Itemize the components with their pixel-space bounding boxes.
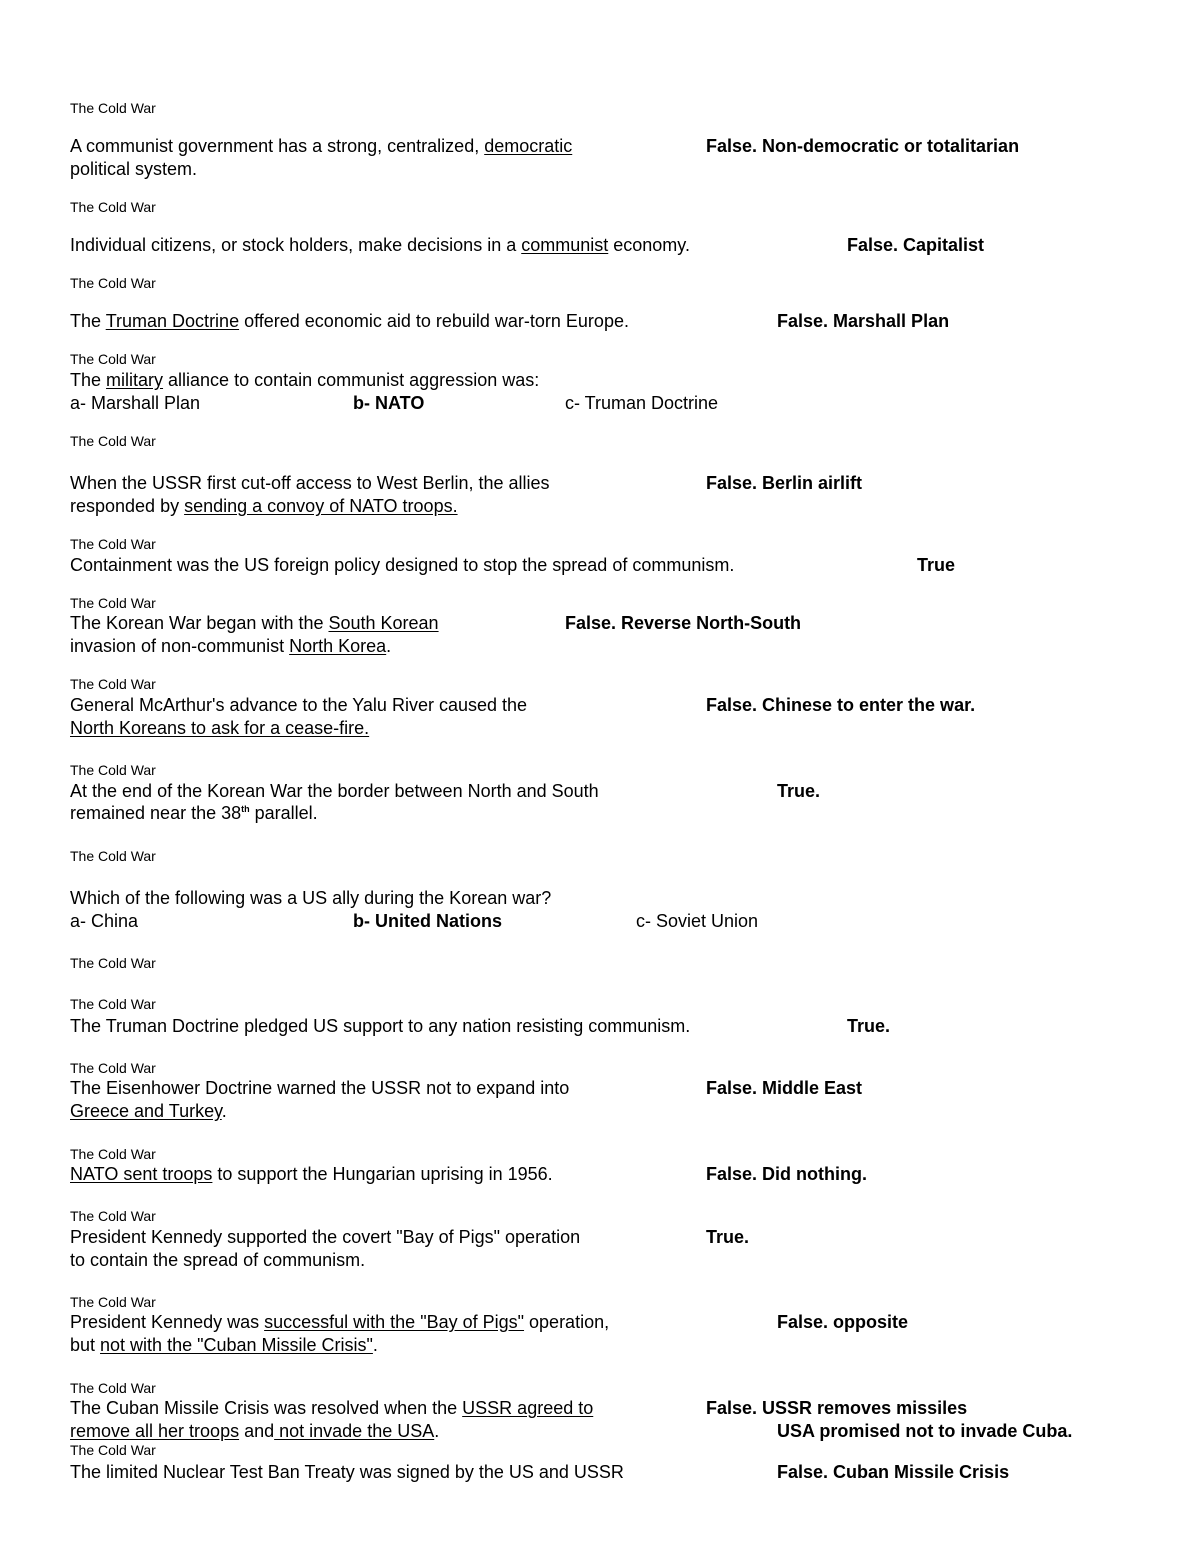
underlined-term: successful with the "Bay of Pigs" (264, 1312, 525, 1332)
question-line (70, 369, 539, 391)
question-line (70, 1163, 553, 1185)
question-text: invasion of non-communist (70, 636, 290, 656)
underlined-term: Truman Doctrine (105, 311, 240, 331)
question-text: The (70, 311, 106, 331)
underlined-term: not invade the USA (274, 1421, 435, 1441)
question-line: political system. (70, 159, 198, 179)
section-header: The Cold War (70, 536, 156, 552)
underlined-term: military (106, 370, 164, 390)
question-line (70, 717, 369, 739)
option-b-correct: b- United Nations (353, 911, 502, 931)
answer-text: False. Marshall Plan (777, 311, 950, 331)
underlined-term: sending a convoy of NATO troops. (184, 496, 458, 516)
answer-text: False. Cuban Missile Crisis (777, 1462, 1010, 1482)
section-header: The Cold War (70, 199, 156, 215)
question-line (70, 635, 391, 657)
underlined-term: North Koreans to ask for a cease-fire. (70, 718, 370, 738)
answer-text: False. Berlin airlift (706, 473, 863, 493)
answer-text: False. opposite (777, 1312, 909, 1332)
option-a: a- China (70, 911, 139, 931)
question-text: parallel. (249, 803, 318, 823)
question-line: Containment was the US foreign policy designed to stop the spread of communism. (70, 555, 735, 575)
section-header: The Cold War (70, 1442, 156, 1458)
answer-text: True. (706, 1227, 750, 1247)
question-line (70, 310, 629, 332)
question-line: Which of the following was a US ally during the Korean war? (70, 888, 552, 908)
question-line: General McArthur's advance to the Yalu River caused the (70, 695, 528, 715)
section-header: The Cold War (70, 351, 156, 367)
question-line: The Eisenhower Doctrine warned the USSR not to expand into (70, 1078, 570, 1098)
section-header: The Cold War (70, 996, 156, 1012)
question-line: At the end of the Korean War the border between North and South (70, 781, 599, 801)
question-line (70, 612, 439, 634)
question-text: The (70, 370, 107, 390)
question-line: The Truman Doctrine pledged US support to any nation resisting communism. (70, 1016, 691, 1036)
section-header: The Cold War (70, 1060, 156, 1076)
answer-text: False. USSR removes missiles (706, 1398, 968, 1418)
section-header: The Cold War (70, 955, 156, 971)
question-line (70, 1420, 439, 1442)
question-text: offered economic aid to rebuild war-torn Europe. (239, 311, 629, 331)
question-text: The Korean War began with the (70, 613, 329, 633)
question-line (70, 802, 318, 824)
section-header: The Cold War (70, 762, 156, 778)
section-header: The Cold War (70, 848, 156, 864)
answer-text: False. Middle East (706, 1078, 863, 1098)
answer-text: True. (847, 1016, 891, 1036)
option-c: c- Soviet Union (636, 911, 759, 931)
option-c: c- Truman Doctrine (565, 393, 719, 413)
answer-text: False. Capitalist (847, 235, 985, 255)
section-header: The Cold War (70, 595, 156, 611)
section-header: The Cold War (70, 275, 156, 291)
answer-text: False. Reverse North-South (565, 613, 802, 633)
option-b-correct: b- NATO (353, 393, 425, 413)
question-line (70, 234, 690, 256)
section-header: The Cold War (70, 1294, 156, 1310)
question-text: remained near the 38 (70, 803, 242, 823)
question-line (70, 1334, 378, 1356)
section-header: The Cold War (70, 676, 156, 692)
answer-text: False. Non-democratic or totalitarian (706, 136, 1020, 156)
question-text: President Kennedy was (70, 1312, 265, 1332)
answer-text-continued: USA promised not to invade Cuba. (777, 1421, 1073, 1441)
answer-text: True. (777, 781, 821, 801)
question-line: to contain the spread of communism. (70, 1250, 366, 1270)
question-text: operation, (524, 1312, 610, 1332)
section-header: The Cold War (70, 1146, 156, 1162)
question-text: responded by (70, 496, 185, 516)
answer-text: False. Did nothing. (706, 1164, 867, 1184)
section-header: The Cold War (70, 433, 156, 449)
question-line (70, 1100, 227, 1122)
underlined-term: Greece and Turkey (70, 1101, 222, 1121)
question-text: The Cuban Missile Crisis was resolved when the (70, 1398, 463, 1418)
question-line (70, 1311, 609, 1333)
underlined-term: NATO sent troops (70, 1164, 213, 1184)
section-header: The Cold War (70, 1208, 156, 1224)
question-text: economy. (608, 235, 690, 255)
question-text: but (70, 1335, 101, 1355)
underlined-term: South Korean (328, 613, 439, 633)
underlined-term: communist (521, 235, 609, 255)
section-header: The Cold War (70, 1380, 156, 1396)
question-text: . (434, 1421, 440, 1441)
question-line: The limited Nuclear Test Ban Treaty was signed by the US and USSR (70, 1462, 624, 1482)
question-text: . (386, 636, 392, 656)
question-line: President Kennedy supported the covert "Bay of Pigs" operation (70, 1227, 581, 1247)
question-line (70, 135, 572, 157)
question-text: and (239, 1421, 275, 1441)
question-line: When the USSR first cut-off access to West Berlin, the allies (70, 473, 550, 493)
question-text: to support the Hungarian uprising in 1956. (212, 1164, 553, 1184)
answer-text: False. Chinese to enter the war. (706, 695, 976, 715)
question-text: A communist government has a strong, centralized, (70, 136, 485, 156)
section-header: The Cold War (70, 100, 156, 116)
question-line (70, 1397, 593, 1419)
option-a: a- Marshall Plan (70, 393, 201, 413)
question-text: . (372, 1335, 378, 1355)
question-line (70, 495, 458, 517)
underlined-term: North Korea (289, 636, 387, 656)
underlined-term: not with the "Cuban Missile Crisis" (100, 1335, 373, 1355)
question-text: alliance to contain communist aggression was: (163, 370, 540, 390)
underlined-term: democratic (484, 136, 573, 156)
answer-text: True (917, 555, 956, 575)
question-text: . (221, 1101, 227, 1121)
underlined-term: USSR agreed to (462, 1398, 594, 1418)
question-text: Individual citizens, or stock holders, make decisions in a (70, 235, 522, 255)
superscript: th (241, 804, 250, 814)
underlined-term: remove all her troops (70, 1421, 240, 1441)
